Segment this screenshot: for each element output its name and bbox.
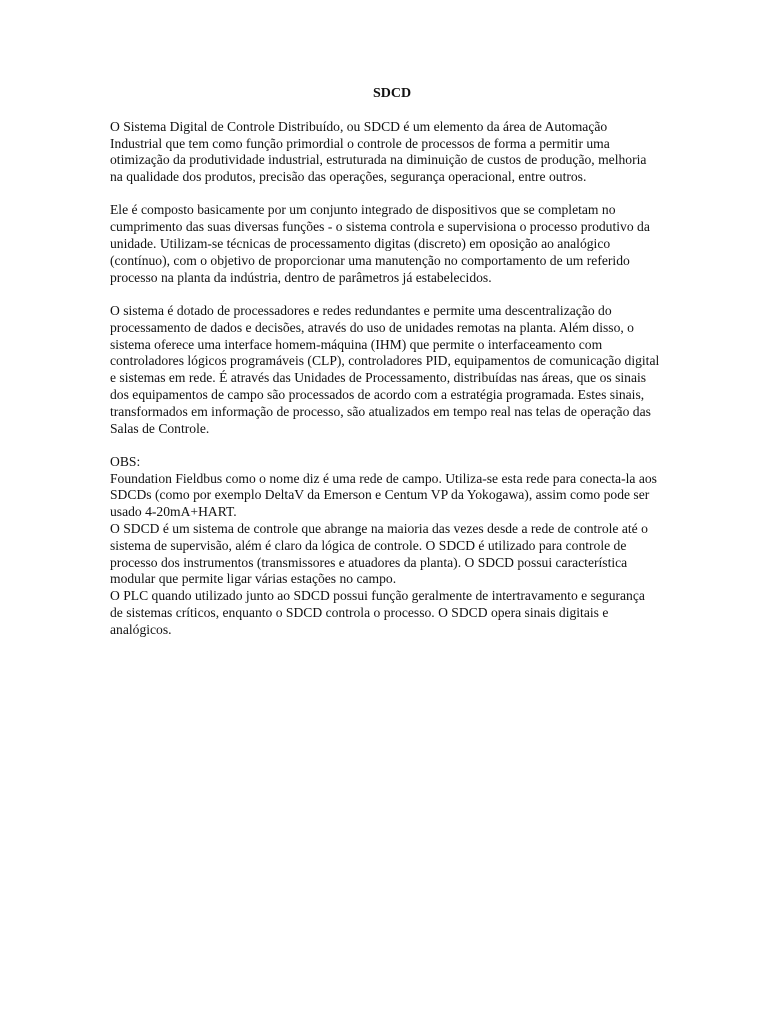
- document-title: SDCD: [372, 86, 412, 101]
- obs-section: [110, 454, 660, 639]
- obs-heading: OBS:: [110, 453, 141, 469]
- paragraph-composition: Ele é composto basicamente por um conjunto integrado de dispositivos que se completam no cumprimento das suas diversas funções - o sistema controla e supervisiona o processo produtivo da unidade. Utilizam-se técnicas de processamento digitas (discreto) em oposição ao analógico (contínuo), com o objetivo de proporcionar uma manutenção no comportamento de um referido processo na planta da indústria, dentro de parâmetros já estabelecidos.: [110, 202, 650, 285]
- paragraph-system-features: O sistema é dotado de processadores e redes redundantes e permite uma descentralização do processamento de dados e decisões, através do uso de unidades remotas na planta. Além disso, o sistema oferece uma interface homem-máquina (IHM) que permite o interfaceamento com controladores lógicos programáveis (CLP), controladores PID, equipamentos de comunicação digital e sistemas em rede. É através das Unidades de Processamento, distribuídas nas áreas, que os sinais dos equipamentos de campo são processados de acordo com a estratégia programada. Estes sinais, transformados em informação de processo, são atualizados em tempo real nas telas de operação das Salas de Controle.: [110, 302, 660, 436]
- document-body: [110, 86, 660, 639]
- obs-line-sdcd-scope: O SDCD é um sistema de controle que abrange na maioria das vezes desde a rede de controle até o sistema de supervisão, além é claro da lógica de controle. O SDCD é utilizado para controle de processo dos instrumentos (transmissores e atuadores da planta). O SDCD possui característica modular que permite ligar várias estações no campo.: [110, 521, 648, 587]
- obs-line-plc: O PLC quando utilizado junto ao SDCD possui função geralmente de intertravamento e segurança de sistemas críticos, enquanto o SDCD controla o processo. O SDCD opera sinais digitais e analógicos.: [110, 588, 645, 637]
- obs-line-fieldbus: Foundation Fieldbus como o nome diz é uma rede de campo. Utiliza-se esta rede para conecta-la aos SDCDs (como por exemplo DeltaV da Emerson e Centum VP da Yokogawa), assim como pode ser usado 4-20mA+HART.: [110, 470, 657, 520]
- paragraph-introduction: O Sistema Digital de Controle Distribuído, ou SDCD é um elemento da área de Automação Industrial que tem como função primordial o controle de processos de forma a permitir uma otimização da produtividade industrial, estruturada na diminuição de custos de produção, melhoria na qualidade dos produtos, precisão das operações, segurança operacional, entre outros.: [110, 118, 647, 185]
